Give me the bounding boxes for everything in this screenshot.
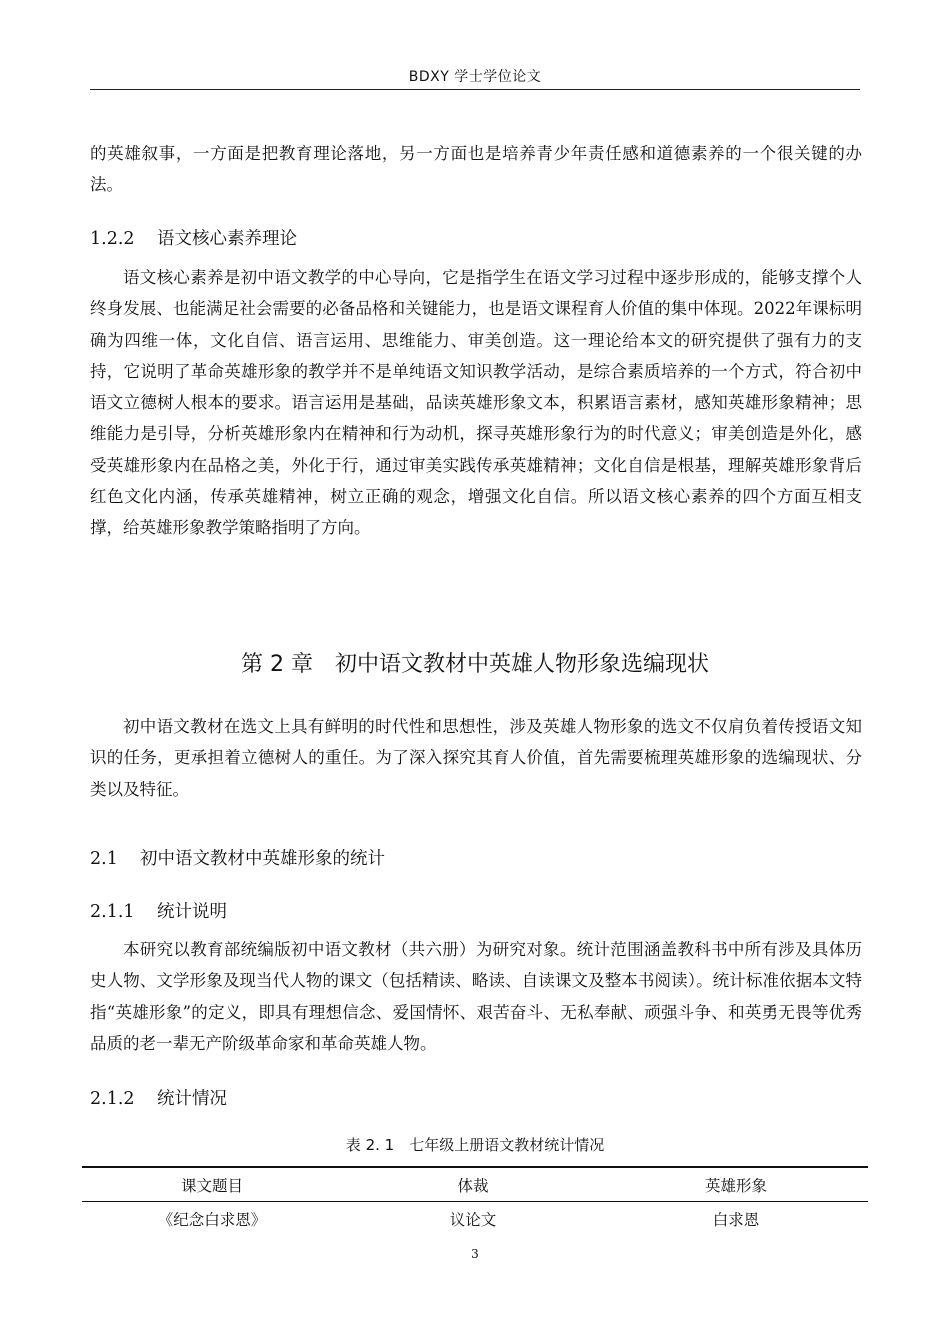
- section-title: 统计说明: [157, 902, 227, 922]
- section-2-1-heading: [90, 845, 385, 870]
- section-number: 2.1.2: [90, 1089, 135, 1109]
- continued-paragraph: 的英雄叙事，一方面是把教育理论落地，另一方面也是培养青少年责任感和道德素养的一个很关键的办法。: [90, 144, 862, 195]
- table-row: [82, 1202, 868, 1237]
- cell-title: 《纪念白求恩》: [157, 1211, 267, 1229]
- section-title: 统计情况: [157, 1089, 227, 1109]
- column-header-genre: 体裁: [342, 1167, 604, 1202]
- section-1-2-2-heading: [90, 225, 297, 250]
- table-caption: 表 2. 1 七年级上册语文教材统计情况: [345, 1136, 605, 1154]
- cell-hero: 白求恩: [712, 1211, 760, 1229]
- table-header-row: [82, 1167, 868, 1202]
- statistics-table: [82, 1166, 868, 1236]
- page-number: 3: [471, 1247, 479, 1261]
- column-header-title: 课文题目: [82, 1167, 342, 1202]
- section-title: 初中语文教材中英雄形象的统计: [140, 849, 385, 869]
- section-number: 2.1: [90, 849, 118, 869]
- section-number: 1.2.2: [90, 229, 135, 249]
- section-2-1-1-paragraph: 本研究以教育部统编版初中语文教材（共六册）为研究对象。统计范围涵盖教科书中所有涉及具体历史人物、文学形象及现当代人物的课文（包括精读、略读、自读课文及整本书阅读）。统计标准依据本文特指“英雄形象”的定义，即具有理想信念、爱国情怀、艰苦奋斗、无私奉献、顽强斗争、和英勇无畏等优秀品质的老一辈无产阶级革命家和革命英雄人物。: [90, 940, 862, 1053]
- section-1-2-2-paragraph: 语文核心素养是初中语文教学的中心导向，它是指学生在语文学习过程中逐步形成的，能够支撑个人终身发展、也能满足社会需要的必备品格和关键能力，也是语文课程育人价值的集中体现。2022年课标明确为四维一体，文化自信、语言运用、思维能力、审美创造。这一理论给本文的研究提供了强有力的支持，它说明了革命英雄形象的教学并不是单纯语文知识教学活动，是综合素质培养的一个方式，符合初中语文立德树人根本的要求。语言运用是基础，品读英雄形象文本，积累语言素材，感知英雄形象精神；思维能力是引导，分析英雄形象内在精神和行为动机，探寻英雄形象行为的时代意义；审美创造是外化，感受英雄形象内在品格之美，外化于行，通过审美实践传承英雄精神；文化自信是根基，理解英雄形象背后红色文化内涵，传承英雄精神，树立正确的观念，增强文化自信。所以语文核心素养的四个方面互相支撑，给英雄形象教学策略指明了方向。: [90, 268, 862, 538]
- cell-genre: 议论文: [449, 1211, 497, 1229]
- chapter-2-intro: 初中语文教材在选文上具有鲜明的时代性和思想性，涉及英雄人物形象的选文不仅肩负着传授语文知识的任务，更承担着立德树人的重任。为了深入探究其育人价值，首先需要梳理英雄形象的选编现状、分类以及特征。: [90, 717, 862, 799]
- running-header: BDXY 学士学位论文: [408, 69, 542, 85]
- section-2-1-1-heading: [90, 898, 227, 923]
- header-rule: [90, 89, 860, 90]
- section-number: 2.1.1: [90, 902, 135, 922]
- chapter-2-title: 第 2 章 初中语文教材中英雄人物形象选编现状: [241, 652, 709, 677]
- section-title: 语文核心素养理论: [157, 229, 297, 249]
- section-2-1-2-heading: [90, 1085, 227, 1110]
- column-header-hero: 英雄形象: [604, 1167, 868, 1202]
